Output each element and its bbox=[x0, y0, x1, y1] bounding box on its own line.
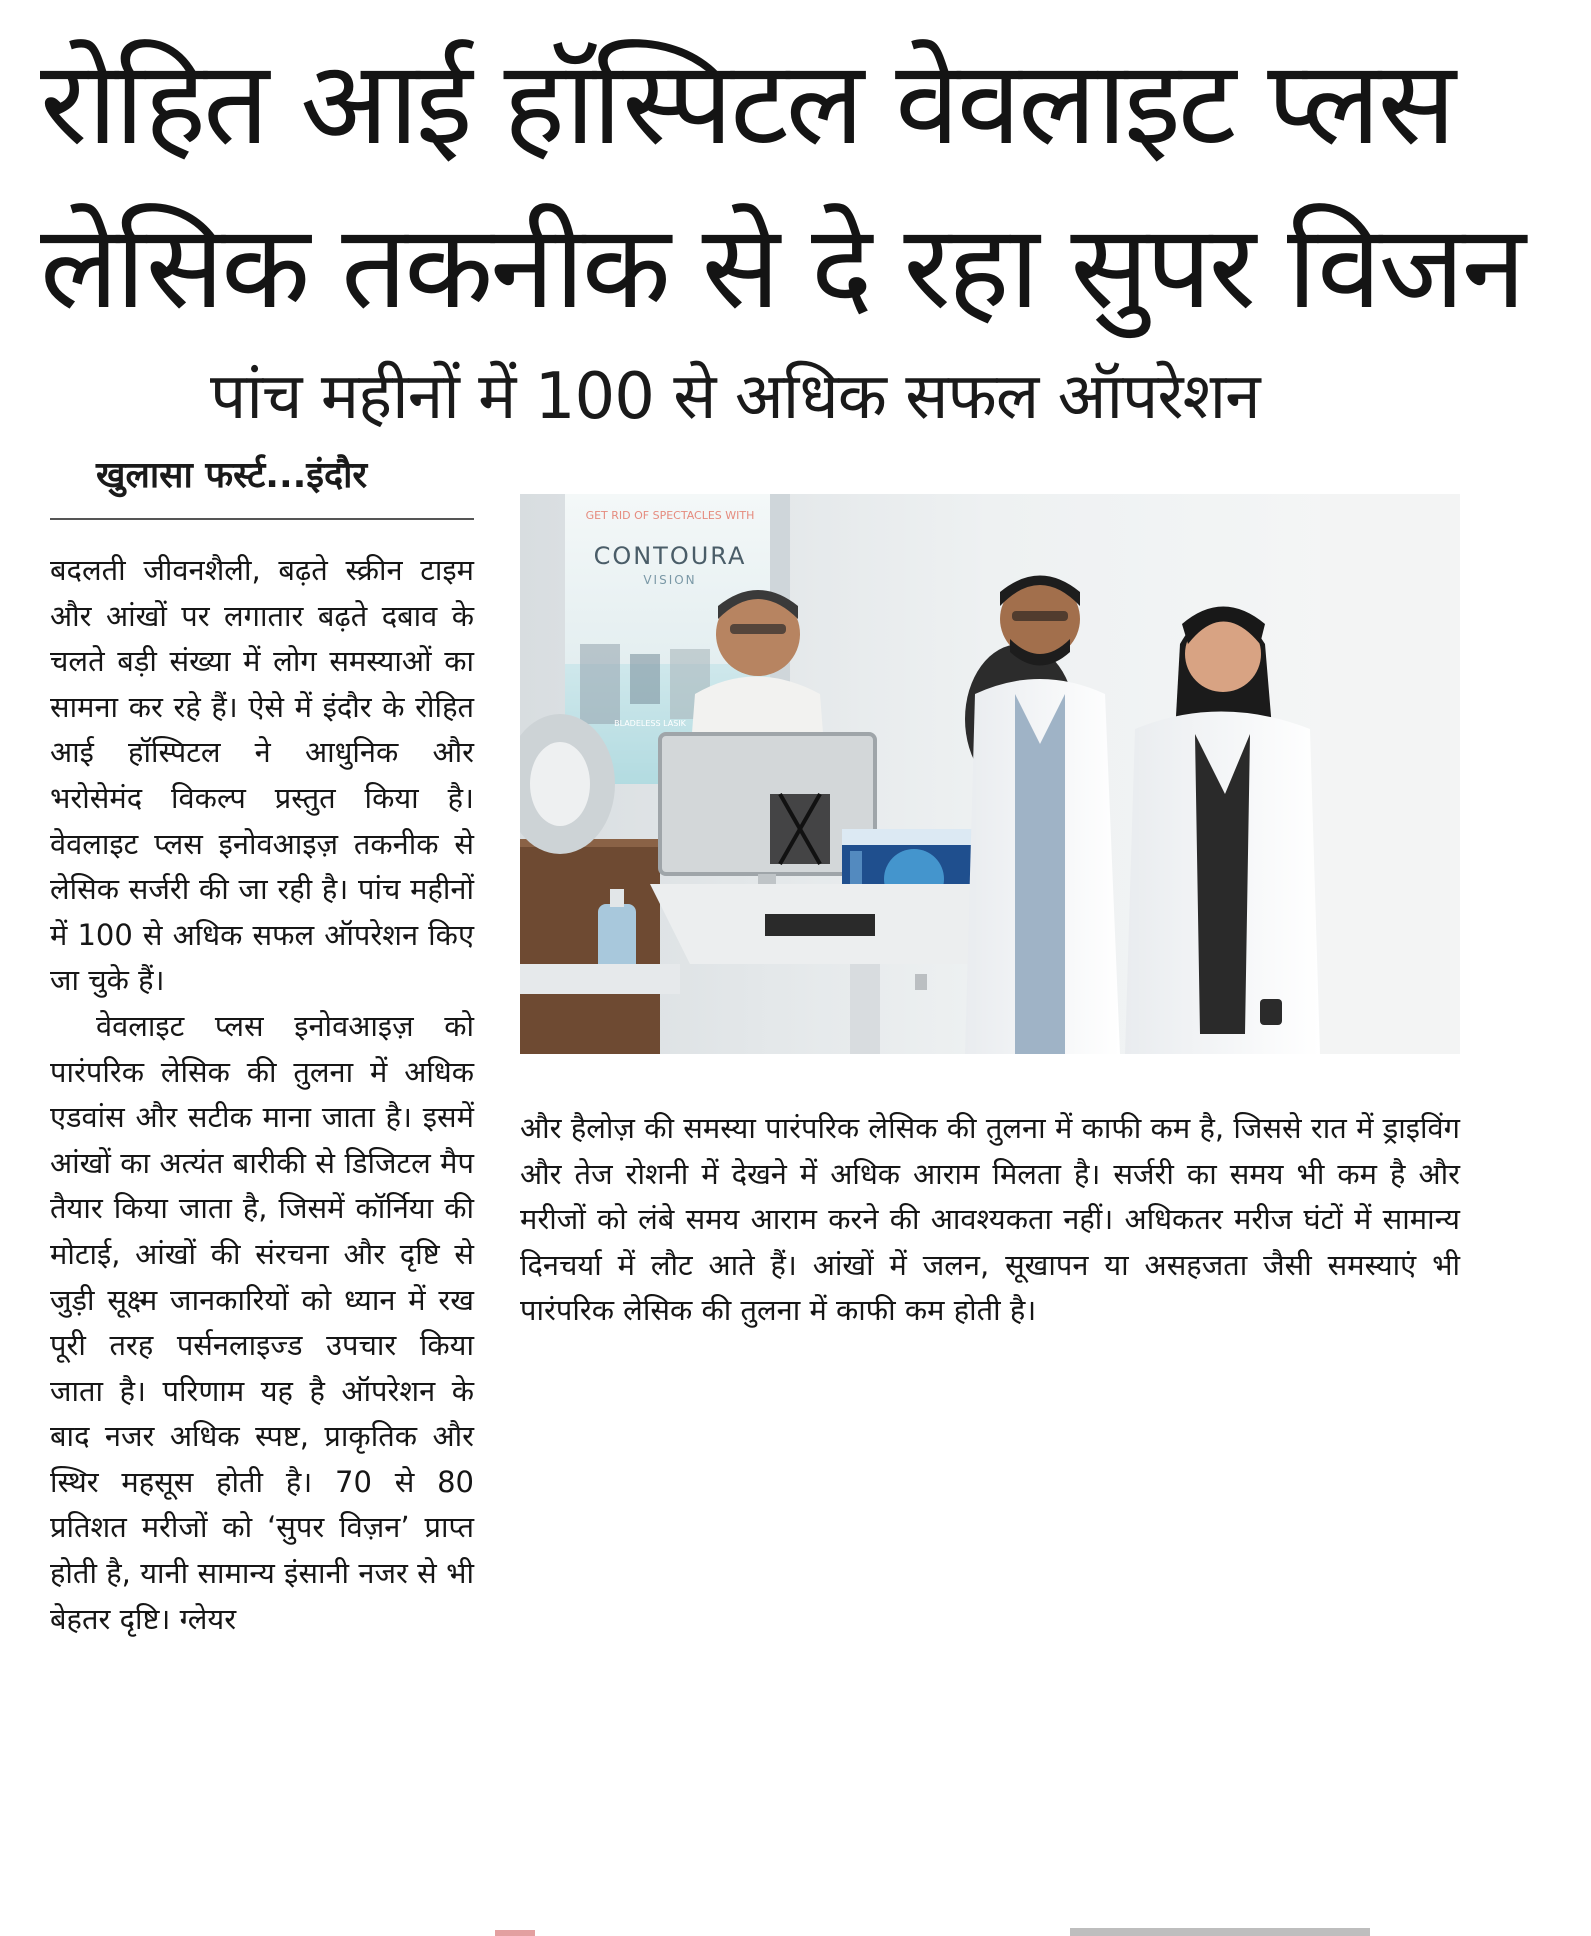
headline bbox=[40, 22, 1523, 350]
banner-top-text: GET RID OF SPECTACLES WITH bbox=[585, 509, 755, 522]
article-paragraph-1: बदलती जीवनशैली, बढ़ते स्क्रीन टाइम और आंखों पर लगातार बढ़ते दबाव के चलते बड़ी संख्या में लोग समस्याओं का सामना कर रहे हैं। ऐसे में इंदौर के रोहित आई हॉस्पिटल ने आधुनिक और भरोसेमंद विकल्प प्रस्तुत किया है। वेवलाइट प्लस इनोवआइज़ तकनीक से लेसिक सर्जरी की जा रही है। पांच महीनों में 100 से अधिक सफल ऑपरेशन किए जा चुके हैं। bbox=[50, 553, 474, 998]
headline-line-2: लेसिक तकनीक से दे रहा सुपर विजन bbox=[40, 200, 1523, 335]
banner-brand-text: CONTOURA bbox=[593, 542, 747, 570]
article-photo bbox=[520, 494, 1460, 1054]
byline-rule bbox=[50, 518, 474, 520]
banner-brand-sub-text: VISION bbox=[643, 573, 697, 587]
article-paragraph-3: और हैलोज़ की समस्या पारंपरिक लेसिक की तुलना में काफी कम है, जिससे रात में ड्राइविंग और तेज रोशनी में देखने में अधिक आराम मिलता है। सर्जरी का समय भी कम है और मरीजों को लंबे समय आराम करने की आवश्यकता नहीं। अधिकतर मरीज घंटों में सामान्य दिनचर्या में लौट आते हैं। आंखों में जलन, सूखापन या असहजता जैसी समस्याएं भी पारंपरिक लेसिक की तुलना में काफी कम होती है। bbox=[520, 1111, 1460, 1328]
subheadline: पांच महीनों में 100 से अधिक सफल ऑपरेशन bbox=[210, 360, 1260, 434]
byline: खुलासा फर्स्ट...इंदौर bbox=[96, 455, 368, 496]
article-column-right bbox=[520, 1106, 1460, 1334]
article-column-left bbox=[50, 548, 474, 1642]
headline-line-1: रोहित आई हॉस्पिटल वेवलाइट प्लस bbox=[40, 36, 1454, 171]
article-paragraph-2: वेवलाइट प्लस इनोवआइज़ को पारंपरिक लेसिक की तुलना में अधिक एडवांस और सटीक माना जाता है। इसमें आंखों का अत्यंत बारीकी से डिजिटल मैप तैयार किया जाता है, जिसमें कॉर्निया की मोटाई, आंखों की संरचना और दृष्टि से जुड़ी सूक्ष्म जानकारियों को ध्यान में रख पूरी तरह पर्सनलाइज्ड उपचार किया जाता है। परिणाम यह है ऑपरेशन के बाद नजर अधिक स्पष्ट, प्राकृतिक और स्थिर महसूस होती है। 70 से 80 प्रतिशत मरीजों को ‘सुपर विज़न’ प्राप्त होती है, यानी सामान्य इंसानी नजर से भी बेहतर दृष्टि। ग्लेयर bbox=[50, 1008, 474, 1636]
bottom-edge-fragments bbox=[0, 1918, 1591, 1936]
banner-footer-text: BLADELESS LASIK bbox=[614, 719, 686, 728]
